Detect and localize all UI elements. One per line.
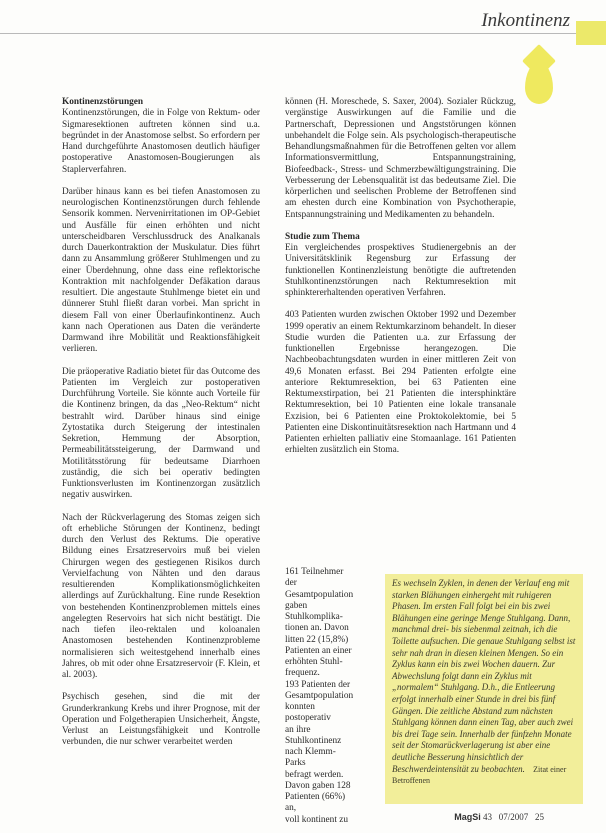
line: Patienten an einer: [285, 645, 352, 656]
line: erhöhten Stuhl-: [285, 657, 343, 667]
paragraph: 403 Patienten wurden zwischen Oktober 1992 und Dezember 1999 operativ an einem Rektumkarzinom behandelt. In dieser Studie wurden die Patienten u.a. zur Erfassung der funktionellen Ergebnisse herangezogen. Die Nachbeobachtungsdaten wurden in einer mittleren Zeit von 49,6 Monaten erfasst. Bei 294 Patienten erfolgte eine anteriore Rektumresektion, bei 63 Patienten eine Rektumexstirpation, bei 21 Patienten die intersphinktäre Rektumresektion, bei 10 Patienten eine lokale transanale Exzision, bei 6 Patienten eine Proktokolektomie, bei 5 Patienten eine Diskontinuitätsresektion nach Hartmann und 4 Patienten erhielten palliativ eine Stomaanlage. 161 Patienten erhielten zusätzlich ein Stoma.: [285, 310, 516, 456]
paragraph: Die präoperative Radiatio bietet für das Outcome des Patienten im Vergleich zur postoperativen Durchführung Vorteile. Sie könnte auch Vorteile für die Kontinenz bringen, da das „Neo-Rektum“ nicht bestrahlt wird. Darüber hinaus sind einige Zytostatika durch Steigerung der intestinalen Sekretion, Hemmung der Absorption, Permeabilitätssteigerung, der Darmwand und Motilitätsstörung für bedeutsame Diarrhoen zuständig, die sich bei operativ bedingten Funktionsverlusten im Kontinenzorgan zusätzlich negativ auswirken.: [62, 366, 261, 501]
heading-kontinenzstoerungen: Kontinenzstörungen: [62, 97, 144, 107]
paragraph: Ein vergleichendes prospektives Studienergebnis an der Universitätsklinik Regensburg zur Erfassung der funktionellen Kontinenzleistung benötigte die auftretenden Stuhlkontinenzstörungen nach Rektumresektion mit sphinktererhaltenden operativen Verfahren.: [285, 243, 516, 298]
magazine-name: MagSi: [454, 812, 481, 822]
line: Gesamtpopulation: [285, 589, 354, 600]
line: litten 22 (15,8%): [285, 634, 349, 645]
quote-text: [392, 578, 580, 787]
line: Patienten (66%) an,: [285, 792, 346, 814]
paragraph: können (H. Moreschede, S. Saxer, 2004). Sozialer Rückzug, vergänstige Auswirkungen auf die Familie und die Partnerschaft, Depressionen und Angststörungen können unbehandelt die Folge sein. Als psychologisch-therapeutische Behandlungsmaßnahmen für die Betroffenen gelten vor allem Informationsvermittlung, Entspannungstraining, Biofeedback-, Stress- und Schmerzbewältigungstraining. Die Verbesserung der Lebensqualität ist das bedeutsame Ziel. Die körperlichen und seelischen Probleme der Betroffenen sind am ehesten durch eine Kombination von Psychotherapie, Entspannungstraining und Medikamenten zu behandeln.: [285, 97, 516, 220]
header-rule: [0, 33, 606, 34]
line: Gesamtpopulation: [285, 690, 354, 701]
line: voll kontinent zu: [285, 814, 349, 825]
heading-studie: Studie zum Thema: [285, 231, 360, 242]
line: an ihre Stuhlkontinenz: [285, 724, 342, 746]
drop-icon: [525, 62, 553, 104]
page-footer: [454, 812, 544, 822]
paragraph: Darüber hinaus kann es bei tiefen Anastomosen zu neurologischen Kontinenzstörungen durch fehlende Sensorik kommen. Nervenirritationen im OP-Gebiet und Ausfälle für einen erhöhten und nicht unterscheidbaren Verschlussdruck des Analkanals durch Dauerkontraktion der Muskulatur. Dies führt dann zu Ansammlung größerer Stuhlmengen und zu einer Überdehnung, ohne dass eine reflektorische Kontraktion mit nachfolgender Defäkation daraus resultiert. Die angestaute Stuhlmenge bietet ein und dünnerer Stuhl fließt daran vorbei. Man spricht in diesem Fall von einer Überlaufinkontinenz. Auch kann nach Operationen aus Daten die veränderte Darmwand ihre Mobilität und Reaktionsfähigkeit verlieren.: [62, 186, 260, 355]
left-column: [62, 97, 260, 760]
line: frequenz.: [285, 668, 320, 679]
issue-date: 07/2007: [498, 812, 529, 822]
quote-body: Es wechseln Zyklen, in denen der Verlauf eng mit starken Blähungen einhergeht mit ruhigeren Phasen. Im ersten Fall folgt bei ein bis zwei Blähungen eine geringe Menge Stuhlgang. Dann, manchmal drei- bis siebenmal zeitnah, ich die Toilette aufsuchen. Die genaue Stuhlgang selbst ist sehr nah dran in diesen kleinen Mengen. So ein Zyklus kann ein bis zwei Wochen dauern. Zur Abwechslung folgt dann ein Zyklus mit „normalem“ Stuhlgang. D.h., die Entleerung erfolgt innerhalb einer Stunde in drei bis fünf Gängen. Die zeitliche Abstand zum nächsten Stuhlgang können dann einen Tag, aber auch zwei bis drei Tage sein. Innerhalb der fünfzehn Monate seit der Stomarückverlagerung ist aber eine deutliche Besserung hinsichtlich der Beschwerdeintensität zu beobachten.: [392, 578, 576, 774]
paragraph: Nach der Rückverlagerung des Stomas zeigen sich oft erhebliche Störungen der Kontinenz, bedingt durch den Verlust des Rektums. Die operative Bildung eines Ersatzreservoirs muß bei vielen Chirurgen wegen des gestiegenen Risikos durch Vervielfachung von Nähten und den daraus resultierenden Komplikationsmöglichkeiten allerdings auf Zurückhaltung. Eine runde Resektion von bestehenden Kontinenzproblemen mittels eines angelegten Reservoirs hat sich nicht bestätigt. Die nach tiefen ileo-rektalen und koloanalen Anastomosen bestehenden Kontinenzprobleme normalisieren sich weitestgehend innerhalb eines Jahres, ob mit oder ohne Ersatzreservoir (F. Klein, et al. 2003).: [62, 512, 260, 680]
quote-credit: Zitat einer Betroffenen: [392, 764, 567, 786]
line: gaben Stuhlkomplika-: [285, 600, 343, 622]
line: Davon gaben 128: [285, 780, 351, 791]
line: 161 Teilnehmer der: [285, 567, 344, 589]
narrow-column: [285, 567, 353, 826]
line: nach Klemm-Parks: [285, 747, 336, 769]
right-column: [285, 97, 516, 468]
paragraph: Psychisch gesehen, sind die mit der Grunderkrankung Krebs und ihrer Prognose, mit der Operation und Folgetherapien Unsicherheit, Ängste, Verlust an Leistungsfähigkeit und Kontrolle verbunden, die nur schwer verarbeitet werden: [62, 692, 260, 748]
line: 193 Patienten der: [285, 679, 351, 690]
section-title: Inkontinenz: [481, 10, 570, 31]
paragraph: Kontinenzstörungen, die in Folge von Rektum- oder Sigmaresektionen auftreten können sind u.a. begründet in der Anastomose selbst. So erfordern per Hand durchgeführte Anastomosen deutlich häufiger postoperative Anastomosen-Bougierungen als Staplerverfahren.: [62, 108, 260, 175]
line: befragt werden.: [285, 769, 344, 780]
page-number: 25: [535, 812, 544, 822]
line: konnten postoperativ: [285, 702, 331, 724]
section-tab: [576, 21, 606, 45]
issue-number: 43: [482, 812, 492, 822]
line: tionen an. Davon: [285, 623, 349, 634]
